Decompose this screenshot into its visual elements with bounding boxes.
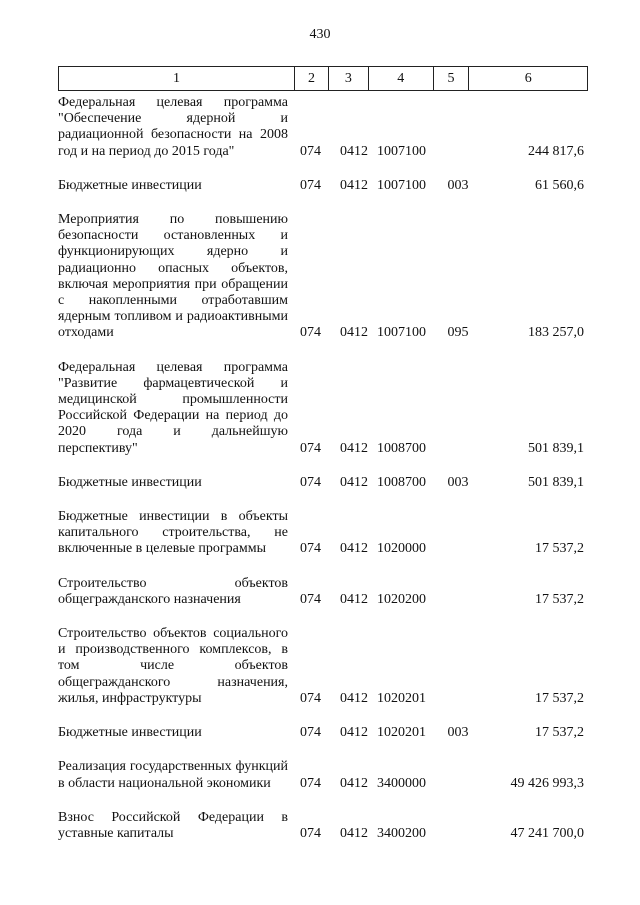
row-col-2: 074: [300, 177, 321, 193]
row-col-4: 3400200: [377, 825, 426, 841]
row-col-2: 074: [300, 690, 321, 706]
row-col-6: 47 241 700,0: [510, 825, 584, 841]
row-col-2: 074: [300, 775, 321, 791]
row-col-3: 0412: [340, 541, 368, 557]
row-description: Бюджетные инвестиции: [58, 177, 202, 193]
table-body: [58, 95, 588, 842]
table-row: [58, 360, 588, 457]
row-col-4: 1007100: [377, 177, 426, 193]
row-col-6: 183 257,0: [528, 325, 584, 341]
row-col-3: 0412: [340, 474, 368, 490]
row-description: Взнос Российской Федерации в уставные капиталы: [58, 809, 288, 841]
table-header: [58, 66, 588, 91]
row-col-2: 074: [300, 825, 321, 841]
row-col-2: 074: [300, 541, 321, 557]
table-row: [58, 725, 588, 741]
row-col-5: 095: [447, 325, 469, 341]
row-col-4: 3400000: [377, 775, 426, 791]
table-row: [58, 576, 588, 608]
row-col-6: 17 537,2: [535, 541, 584, 557]
row-col-5: 003: [447, 474, 469, 490]
row-col-2: 074: [300, 143, 321, 159]
row-col-6: 501 839,1: [528, 440, 584, 456]
row-col-6: 244 817,6: [528, 143, 584, 159]
row-col-3: 0412: [340, 825, 368, 841]
page-number: 430: [309, 27, 331, 42]
row-col-4: 1007100: [377, 143, 426, 159]
table-row: [58, 810, 588, 842]
row-description: Мероприятия по повышению безопасности остановленных и функционирующих ядерно и радиационно опасных объектов, включая мероприятия при обращении с накопленными отработавшим ядерным топливом и радиоактивными отходами: [58, 212, 288, 341]
row-description: Бюджетные инвестиции: [58, 725, 202, 741]
row-col-6: 61 560,6: [535, 177, 584, 193]
row-col-6: 17 537,2: [535, 690, 584, 706]
row-col-3: 0412: [340, 143, 368, 159]
row-col-4: 1020000: [377, 541, 426, 557]
row-col-2: 074: [300, 591, 321, 607]
table-row: [58, 509, 588, 558]
row-col-2: 074: [300, 440, 321, 456]
row-col-4: 1020201: [377, 690, 426, 706]
row-col-5: 003: [447, 725, 469, 741]
table-row: [58, 212, 588, 342]
row-col-6: 17 537,2: [535, 591, 584, 607]
row-col-3: 0412: [340, 591, 368, 607]
row-col-5: 003: [447, 177, 469, 193]
table-row: [58, 759, 588, 791]
header-col-3: 3: [329, 67, 369, 90]
row-col-4: 1007100: [377, 325, 426, 341]
row-col-3: 0412: [340, 725, 368, 741]
row-col-2: 074: [300, 725, 321, 741]
row-col-3: 0412: [340, 177, 368, 193]
row-col-3: 0412: [340, 440, 368, 456]
row-col-3: 0412: [340, 690, 368, 706]
table-row: [58, 178, 588, 194]
row-col-4: 1008700: [377, 474, 426, 490]
table-row: [58, 95, 588, 160]
row-col-2: 074: [300, 474, 321, 490]
row-col-4: 1008700: [377, 440, 426, 456]
row-col-6: 17 537,2: [535, 725, 584, 741]
row-col-4: 1020200: [377, 591, 426, 607]
table-row: [58, 475, 588, 491]
row-col-6: 501 839,1: [528, 474, 584, 490]
row-description: Реализация государственных функций в области национальной экономики: [58, 759, 288, 791]
row-description: Строительство объектов социального и производственного комплексов, в том числе объектов общегражданского назначения, жилья, инфраструктуры: [58, 626, 288, 706]
row-col-2: 074: [300, 325, 321, 341]
row-description: Строительство объектов общегражданского назначения: [58, 575, 288, 607]
row-description: Бюджетные инвестиции в объекты капитального строительства, не включенные в целевые программы: [58, 509, 288, 557]
row-description: Бюджетные инвестиции: [58, 474, 202, 490]
row-col-6: 49 426 993,3: [510, 775, 584, 791]
header-col-2: 2: [295, 67, 329, 90]
header-col-6: 6: [524, 70, 532, 86]
row-description: Федеральная целевая программа "Развитие фармацевтической и медицинской промышленности Российской Федерации на период до 2020 года и дальнейшую перспективу": [58, 359, 288, 456]
row-col-3: 0412: [340, 775, 368, 791]
row-col-4: 1020201: [377, 725, 426, 741]
table-row: [58, 626, 588, 707]
row-description: Федеральная целевая программа "Обеспечение ядерной и радиационной безопасности на 2008 год и на период до 2015 года": [58, 95, 288, 159]
header-col-4: 4: [369, 67, 434, 90]
header-col-1: 1: [59, 67, 295, 90]
header-col-5: 5: [434, 67, 470, 90]
row-col-3: 0412: [340, 325, 368, 341]
